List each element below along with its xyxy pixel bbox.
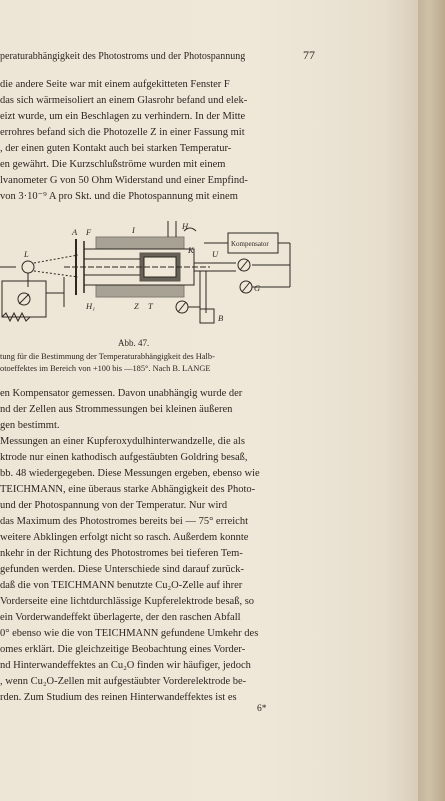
text-line: ein Vorderwandeffekt überlagerte, der den raschen Abfall bbox=[0, 612, 241, 623]
text-line: daß die von TEICHMANN benutzte Cu₂O-Zelle auf ihrer bbox=[0, 580, 243, 591]
text-line: und der Photospannung von der Temperatur. Nur wird bbox=[0, 500, 228, 511]
label-H: H bbox=[182, 221, 189, 231]
label-A: A bbox=[72, 227, 78, 237]
text-line: weitere Abklingen erfolgt nicht so rasch. Außerdem konnte bbox=[0, 532, 249, 543]
label-K: K bbox=[188, 245, 194, 255]
label-F: F bbox=[86, 227, 92, 237]
text-line: gen bestimmt. bbox=[0, 420, 60, 431]
figure-number: Abb. 47. bbox=[118, 338, 150, 348]
label-B: B bbox=[218, 313, 224, 323]
text-line: die andere Seite war mit einem aufgekitteten Fenster F bbox=[0, 79, 230, 90]
label-L: L bbox=[24, 249, 29, 259]
text-line: nd Hinterwandeffektes an Cu₂O finden wir häufiger, jedoch bbox=[0, 660, 251, 671]
label-G: G bbox=[254, 283, 261, 293]
text-line: ktrode nur einen kathodisch aufgestäubten Goldring besaß, bbox=[0, 452, 248, 463]
text-line: eizt wurde, um ein Beschlagen zu verhindern. In der Mitte bbox=[0, 111, 246, 122]
page-number: 77 bbox=[303, 48, 315, 62]
text-line: en Kompensator gemessen. Davon unabhängig wurde der bbox=[0, 388, 243, 399]
text-line: rden. Zum Studium des reinen Hinterwandeffektes ist es bbox=[0, 692, 237, 703]
label-I: I bbox=[132, 225, 135, 235]
text-line: Vorderseite eine lichtdurchlässige Kupferelektrode besaß, so bbox=[0, 596, 255, 607]
text-line: gefunden werden. Diese Unterschiede sind darauf zurück- bbox=[0, 564, 245, 575]
label-H1: H₁ bbox=[86, 301, 96, 311]
text-line: das sich wärmeisoliert an einem Glasrohr befand und elek- bbox=[0, 95, 248, 106]
label-Z: Z bbox=[134, 301, 139, 311]
text-line: , wenn Cu₂O-Zellen mit aufgestäubter Vorderelektrode be- bbox=[0, 676, 247, 687]
text-line: lvanometer G von 50 Ohm Widerstand und einer Empfind- bbox=[0, 175, 248, 186]
text-line: das Maximum des Photostromes bereits bei — 75° erreicht bbox=[0, 516, 248, 527]
text-line: errohres befand sich die Photozelle Z in einer Fassung mit bbox=[0, 127, 245, 138]
label-U: U bbox=[212, 249, 219, 259]
text-line: , der einen guten Kontakt auch bei starken Temperatur- bbox=[0, 143, 232, 154]
label-T: T bbox=[148, 301, 153, 311]
text-line: bb. 48 wiedergegeben. Diese Messungen ergeben, ebenso wie bbox=[0, 468, 260, 479]
book-edge bbox=[418, 0, 445, 801]
figure-caption-line: otoeffektes im Bereich von +100 bis —185°. Nach B. LANGE bbox=[0, 364, 211, 373]
signature-mark: 6* bbox=[257, 704, 267, 714]
text-line: von 3·10⁻⁹ A pro Skt. und die Photospannung mit einem bbox=[0, 191, 238, 202]
text-line: nkehr in der Richtung des Photostromes bei tieferen Tem- bbox=[0, 548, 243, 559]
text-line: 0° ebenso wie die von TEICHMANN gefundene Umkehr des bbox=[0, 628, 259, 639]
text-line: omes erklärt. Die gleichzeitige Beobachtung eines Vorder- bbox=[0, 644, 246, 655]
running-header: peraturabhängigkeit des Photostroms und der Photospannung bbox=[0, 51, 246, 62]
figure-caption-line: tung für die Bestimmung der Temperaturabhängigkeit des Halb- bbox=[0, 352, 215, 361]
text-line: en gewährt. Die Kurzschlußströme wurden mit einem bbox=[0, 159, 226, 170]
lamp-icon bbox=[22, 261, 34, 273]
text-line: Messungen an einer Kupferoxydulhinterwandzelle, die als bbox=[0, 436, 245, 447]
apparatus-diagram bbox=[0, 215, 300, 333]
text-line: TEICHMANN, eine überaus starke Abhängigkeit des Photo- bbox=[0, 484, 256, 495]
label-kompensator: Kompensator bbox=[231, 240, 269, 248]
text-line: nd der Zellen aus Strommessungen bei kleinen äußeren bbox=[0, 404, 233, 415]
